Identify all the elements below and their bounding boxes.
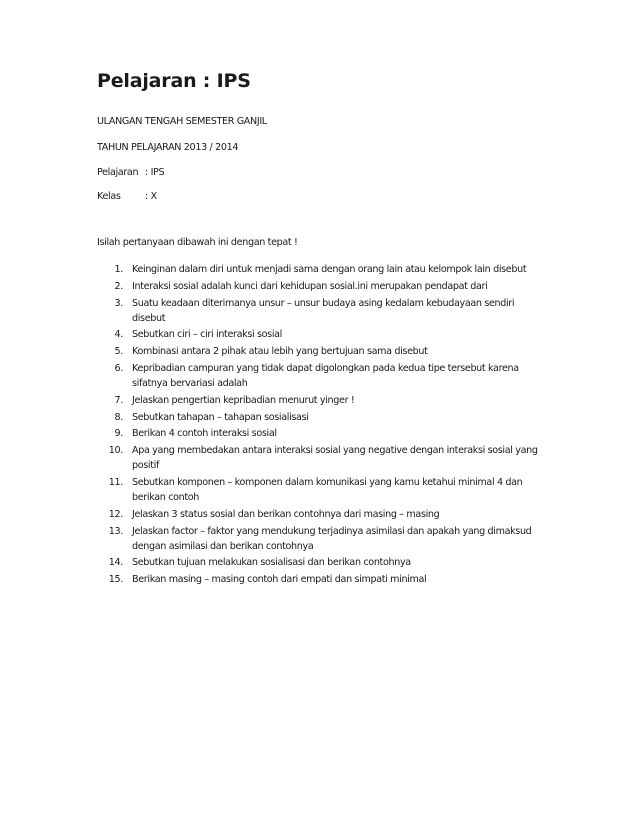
question-number: 13. <box>108 525 123 537</box>
question-number: 3. <box>114 297 123 309</box>
question-item <box>97 475 542 505</box>
question-number: 14. <box>108 557 123 569</box>
class-row <box>97 191 157 202</box>
question-number: 1. <box>114 264 123 275</box>
question-number: 7. <box>114 394 123 406</box>
question-number: 10. <box>108 445 123 457</box>
question-text: Berikan 4 contoh interaksi sosial <box>132 428 277 440</box>
question-item <box>97 361 542 391</box>
question-item <box>97 296 542 326</box>
question-number: 4. <box>114 329 123 341</box>
question-item <box>97 410 542 425</box>
class-label: Kelas <box>97 191 121 202</box>
question-text: Apa yang membedakan antara interaksi sosial yang negative dengan interaksi sosial yang positif <box>132 445 538 472</box>
question-text: Jelaskan 3 status sosial dan berikan contohnya dari masing – masing <box>132 508 440 520</box>
question-text: Sebutkan ciri – ciri interaksi sosial <box>132 329 282 341</box>
question-number: 2. <box>114 280 123 292</box>
question-text: Jelaskan factor – faktor yang mendukung terjadinya asimilasi dan apakah yang dimaksud dengan asimilasi dan berikan contohnya <box>132 525 532 552</box>
question-item <box>97 555 542 570</box>
subject-value: : IPS <box>145 167 165 178</box>
question-item <box>97 524 542 554</box>
exam-name: ULANGAN TENGAH SEMESTER GANJIL <box>97 116 267 127</box>
question-text: Jelaskan pengertian kepribadian menurut yinger ! <box>132 394 355 406</box>
question-text: Berikan masing – masing contoh dari empati dan simpati minimal <box>132 574 427 586</box>
question-number: 11. <box>108 476 123 488</box>
question-item <box>97 344 542 359</box>
question-list <box>97 262 557 589</box>
question-text: Interaksi sosial adalah kunci dari kehidupan sosial.ini merupakan pendapat dari <box>132 280 488 292</box>
question-text: Keinginan dalam diri untuk menjadi sama dengan orang lain atau kelompok lain disebut <box>132 264 527 275</box>
question-item <box>97 443 542 473</box>
class-value: : X <box>145 191 157 202</box>
question-text: Sebutkan tujuan melakukan sosialisasi dan berikan contohnya <box>132 557 411 569</box>
page-title: Pelajaran : IPS <box>97 70 251 92</box>
question-number: 9. <box>114 428 123 440</box>
question-item <box>97 507 542 522</box>
question-number: 6. <box>114 362 123 374</box>
school-year: TAHUN PELAJARAN 2013 / 2014 <box>97 142 239 153</box>
question-item <box>97 572 542 587</box>
question-number: 15. <box>108 574 123 586</box>
question-item <box>97 393 542 408</box>
question-text: Suatu keadaan diterimanya unsur – unsur budaya asing kedalam kebudayaan sendiri disebut <box>132 297 515 324</box>
question-item <box>97 262 542 277</box>
question-text: Sebutkan komponen – komponen dalam komunikasi yang kamu ketahui minimal 4 dan berikan contoh <box>132 476 523 503</box>
question-text: Kombinasi antara 2 pihak atau lebih yang bertujuan sama disebut <box>132 346 428 358</box>
subject-row <box>97 167 164 178</box>
question-text: Kepribadian campuran yang tidak dapat digolongkan pada kedua tipe tersebut karena sifatnya bervariasi adalah <box>132 362 519 389</box>
question-number: 8. <box>114 411 123 423</box>
question-item <box>97 327 542 342</box>
question-item <box>97 426 542 441</box>
subject-label: Pelajaran <box>97 167 139 178</box>
question-number: 12. <box>108 508 123 520</box>
instruction-text: Isilah pertanyaan dibawah ini dengan tepat ! <box>97 237 298 248</box>
question-item <box>97 279 542 294</box>
question-text: Sebutkan tahapan – tahapan sosialisasi <box>132 411 309 423</box>
question-number: 5. <box>114 346 123 358</box>
